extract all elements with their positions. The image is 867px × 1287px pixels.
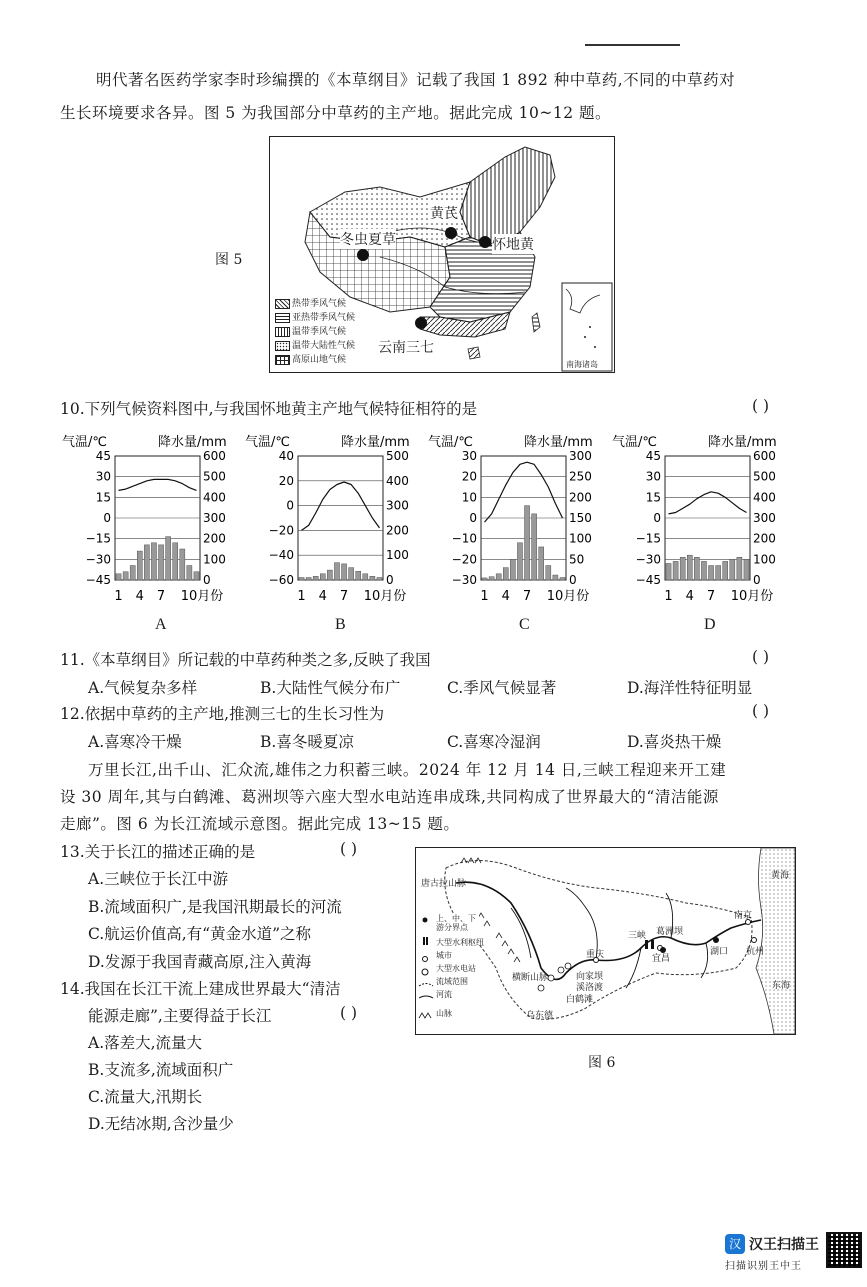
q12-option-b[interactable]: B.喜冬暖夏凉 [260, 733, 354, 751]
chart-a-precip-tick: 200 [203, 531, 226, 546]
legend-hydro-station: 大型水电站 [436, 964, 476, 973]
q11-option-c[interactable]: C.季风气候显著 [447, 679, 557, 697]
chart-c-letter: C [519, 616, 530, 633]
q12-option-c[interactable]: C.喜寒冷湿润 [447, 733, 541, 751]
chart-c-precip-bar [539, 547, 544, 580]
chart-d-precip-bar [737, 557, 742, 580]
label-east-sea: 东海 [772, 981, 791, 991]
chart-c-precip-tick: 150 [569, 511, 592, 525]
chart-a-letter: A [155, 616, 167, 633]
scanner-slogan: 扫描识别王中王 [725, 1261, 802, 1272]
chart-b-temp-tick: −20 [268, 523, 294, 538]
chart-b-precip-bar [299, 578, 304, 580]
chart-a-precip-bar [151, 543, 156, 580]
yangtze-basin-map [415, 847, 796, 1035]
chart-b-precip-bar [356, 571, 361, 580]
chart-a-temp-tick: 15 [95, 490, 111, 505]
point-hukou [713, 937, 719, 943]
chart-b-precip-bar [313, 576, 318, 580]
chart-a-month-label: 10月份 [180, 589, 224, 604]
q14-option-a[interactable]: A.落差大,流量大 [88, 1034, 203, 1052]
label-hangzhou: 杭州 [746, 947, 765, 957]
q13-option-a[interactable]: A.三峡位于长江中游 [88, 870, 229, 888]
chart-c-precip-bar [496, 574, 501, 580]
question-11: 11.《本草纲目》所记载的中草药种类之多,反映了我国 [60, 651, 431, 669]
chart-c-temp-tick: −10 [451, 531, 477, 546]
chart-b-temp-label: 气温/℃ [245, 435, 290, 450]
chart-a-temp-label: 气温/℃ [62, 435, 107, 450]
label-hukou: 湖口 [710, 947, 729, 957]
legend-hydro-hub: 大型水利枢纽 [436, 938, 484, 947]
q11-option-a[interactable]: A.气候复杂多样 [88, 679, 198, 697]
inset-label: 南海诸岛 [566, 360, 598, 369]
chart-c-precip-bar [517, 543, 522, 580]
figure-5-label: 图 5 [215, 252, 243, 268]
question-11-answer-blank[interactable]: ( ) [752, 648, 770, 666]
chart-d-precip-bar [666, 563, 671, 580]
label-tanggula: 唐古拉山脉 [421, 879, 467, 889]
chart-c-precip-tick: 300 [569, 449, 592, 463]
chart-a-precip-bar [180, 549, 185, 580]
chart-a-precip-tick: 0 [203, 573, 211, 587]
label-wudongde: 乌东德 [526, 1011, 554, 1021]
question-13: 13.关于长江的描述正确的是 [60, 843, 256, 861]
label-xiangjiaba: 向家坝 [576, 972, 604, 982]
chart-b-temp-tick: 20 [278, 473, 294, 488]
chart-a-precip-bar [144, 545, 149, 580]
q12-option-d[interactable]: D.喜炎热干燥 [627, 733, 722, 751]
chart-a-temp-line [119, 479, 197, 490]
label-baihetan: 白鹤滩 [566, 995, 594, 1005]
legend-subtropical: 亚热带季风气候 [275, 311, 355, 325]
chart-d-temp-tick: 0 [653, 511, 661, 525]
q13-option-b[interactable]: B.流域面积广,是我国汛期最长的河流 [88, 898, 342, 916]
chart-a-temp-tick: −45 [85, 573, 111, 587]
q13-option-d[interactable]: D.发源于我国青藏高原,注入黄海 [88, 953, 312, 971]
chart-a-precip-bar [173, 543, 178, 580]
question-13-answer-blank[interactable]: ( ) [340, 840, 358, 858]
south-sea-inset [562, 283, 612, 371]
legend-city: 城市 [436, 951, 452, 960]
chart-d-temp-tick: −15 [635, 531, 661, 546]
chart-c-precip-bar [510, 559, 515, 580]
chart-c-temp-tick: −20 [451, 552, 477, 567]
chart-d-month-tick: 4 [685, 589, 694, 604]
chart-a-month-tick: 1 [114, 589, 123, 604]
chart-a-precip-bar [123, 572, 128, 580]
chart-a-precip-bar [194, 572, 199, 580]
chart-a-precip-bar [130, 566, 135, 580]
station-baihetan [548, 975, 554, 981]
dihuang-dot [479, 236, 491, 248]
chart-c-precip-bar [489, 577, 494, 580]
q14-option-c[interactable]: C.流量大,汛期长 [88, 1088, 203, 1106]
chart-b-temp-tick: 40 [278, 449, 294, 463]
scanner-logo-icon: 汉 [725, 1234, 745, 1254]
legend-mountain: 山脉 [436, 1009, 452, 1018]
chart-b-precip-bar [363, 574, 368, 580]
legend-plateau: 高原山地气候 [275, 353, 355, 367]
climate-charts [50, 428, 810, 618]
huangqi-dot [445, 227, 457, 239]
chart-b-month-tick: 4 [318, 589, 327, 604]
map-legend [275, 297, 355, 367]
chart-d-temp-label: 气温/℃ [612, 435, 657, 450]
figure-6-label: 图 6 [588, 1055, 616, 1071]
chart-d-temp-tick: −30 [635, 552, 661, 567]
question-12-answer-blank[interactable]: ( ) [752, 702, 770, 720]
chart-b-precip-tick: 500 [386, 449, 409, 463]
chart-a-precip-tick: 400 [203, 490, 226, 505]
chart-d-letter: D [704, 616, 716, 633]
chart-d-precip-tick: 100 [753, 552, 776, 567]
cordyceps-dot [357, 249, 369, 261]
chart-d-precip-bar [723, 561, 728, 580]
chart-c-month-tick: 4 [501, 589, 510, 604]
dam-gezhouba [651, 940, 654, 949]
chart-b-frame [298, 456, 383, 580]
question-14-answer-blank[interactable]: ( ) [340, 1004, 358, 1022]
chart-d-precip-tick: 0 [753, 573, 761, 587]
chart-c-temp-tick: 30 [461, 449, 477, 463]
chart-c-precip-bar [553, 575, 558, 580]
chart-d-temp-tick: 30 [645, 469, 661, 484]
chart-d-precip-tick: 200 [753, 531, 776, 546]
city-hangzhou [752, 938, 757, 943]
chart-a-precip-tick: 500 [203, 469, 226, 484]
chart-a-precip-bar [116, 574, 121, 580]
chart-d-month-tick: 1 [664, 589, 673, 604]
legend-tropical: 热带季风气候 [275, 297, 355, 311]
q13-option-c[interactable]: C.航运价值高,有“黄金水道”之称 [88, 925, 312, 943]
legend-temperate-continental: 温带大陆性气候 [275, 339, 355, 353]
chart-d-precip-bar [730, 559, 735, 580]
legend-temperate-monsoon: 温带季风气候 [275, 325, 355, 339]
question-10: 10.下列气候资料图中,与我国怀地黄主产地气候特征相符的是 [60, 400, 478, 418]
station-wudongde [538, 985, 544, 991]
chart-d-temp-line [669, 492, 747, 514]
chart-c-precip-bar [546, 566, 551, 580]
china-climate-map [269, 136, 615, 373]
chart-d-month-tick: 7 [706, 589, 716, 604]
place-sanqi: 云南三七 [378, 337, 434, 357]
chart-a-temp-tick: 30 [95, 469, 111, 484]
place-cordyceps: 冬虫夏草 [340, 229, 396, 249]
chart-c-temp-label: 气温/℃ [428, 435, 473, 450]
question-12: 12.依据中草药的主产地,推测三七的生长习性为 [60, 705, 385, 723]
place-huangqi: 黄芪 [430, 203, 458, 223]
chart-d-precip-tick: 300 [753, 511, 776, 525]
chart-c-temp-tick: 20 [461, 469, 477, 484]
chart-b-temp-tick: −40 [268, 548, 294, 563]
intro-paragraph-2-line-1: 万里长江,出千山、汇众流,雄伟之力积蓄三峡。2024 年 12 月 14 日,三峡工程迎来开工建 [88, 761, 727, 779]
dam-three-gorges [645, 940, 648, 949]
scanner-watermark [725, 1234, 819, 1272]
q14-option-d[interactable]: D.无结冰期,含沙量少 [88, 1115, 234, 1133]
chart-c-month-tick: 7 [522, 589, 532, 604]
chart-b-precip-tick: 0 [386, 573, 394, 587]
label-nanjing: 南京 [734, 911, 753, 921]
legend-division-point: 上、中、下游分界点 [436, 914, 476, 932]
label-hengduan: 横断山脉 [512, 973, 549, 983]
chart-a-precip-tick: 100 [203, 552, 226, 567]
intro-paragraph-2-line-2: 设 30 周年,其与白鹤滩、葛洲坝等六座大型水电站连串成珠,共同构成了世界最大的“清洁能源 [60, 788, 719, 806]
chart-a-month-tick: 7 [156, 589, 166, 604]
chart-b-letter: B [335, 616, 346, 633]
chart-a-month-tick: 4 [135, 589, 144, 604]
chart-a-precip-tick: 600 [203, 449, 226, 463]
chart-a-temp-tick: 45 [95, 449, 111, 463]
chart-b-precip-tick: 400 [386, 473, 409, 488]
chart-a-temp-tick: −30 [85, 552, 111, 567]
chart-c-month-tick: 1 [480, 589, 489, 604]
q11-option-b[interactable]: B.大陆性气候分布广 [260, 679, 401, 697]
chart-b-precip-bar [306, 578, 311, 580]
question-10-answer-blank[interactable]: ( ) [752, 397, 770, 415]
fig6-legend [436, 914, 484, 1020]
chart-d-precip-bar [694, 557, 699, 580]
chart-a-precip-bar [137, 551, 142, 580]
question-14-line-1: 14.我国在长江干流上建成世界最大“清洁 [60, 980, 341, 998]
chart-d-precip-bar [680, 557, 685, 580]
chart-b-month-tick: 1 [297, 589, 306, 604]
chart-c-precip-tick: 0 [569, 573, 577, 587]
chart-d-precip-bar [687, 555, 692, 580]
chart-b-precip-bar [377, 578, 382, 580]
chart-c-precip-bar [532, 514, 537, 580]
place-dihuang: 怀地黄 [492, 234, 534, 254]
question-14-line-2: 能源走廊”,主要得益于长江 [88, 1007, 272, 1025]
label-gezhouba: 葛洲坝 [656, 927, 684, 937]
chart-b-precip-tick: 100 [386, 548, 409, 563]
chart-d-precip-label: 降水量/mm [708, 435, 777, 450]
legend-river: 河流 [436, 990, 452, 999]
q11-option-d[interactable]: D.海洋性特征明显 [627, 679, 753, 697]
chart-b-temp-tick: −60 [268, 573, 294, 587]
chart-b-precip-bar [334, 563, 339, 580]
chart-c-precip-bar [560, 578, 565, 580]
intro-paragraph-1-line-1: 明代著名医药学家李时珍编撰的《本草纲目》记载了我国 1 892 种中草药,不同的中草药对 [96, 71, 736, 89]
q14-option-b[interactable]: B.支流多,流域面积广 [88, 1061, 234, 1079]
chart-c-precip-tick: 200 [569, 490, 592, 505]
chart-c-temp-tick: −30 [451, 573, 477, 587]
scanner-brand: 汉王扫描王 [749, 1237, 819, 1253]
chart-b-temp-tick: 0 [286, 498, 294, 513]
chart-b-precip-tick: 300 [386, 498, 409, 513]
chart-a-temp-tick: 0 [103, 511, 111, 525]
chart-b-precip-label: 降水量/mm [341, 435, 410, 450]
label-xiluodu: 溪洛渡 [576, 983, 604, 993]
station-xiangjiaba [565, 963, 571, 969]
chart-d-precip-tick: 500 [753, 469, 776, 484]
chart-c-precip-bar [482, 578, 487, 580]
chart-c-temp-line [485, 462, 563, 522]
chart-c-precip-bar [525, 506, 530, 580]
label-yichang: 宜昌 [652, 954, 671, 964]
chart-c-precip-bar [503, 568, 508, 580]
chart-c-precip-tick: 100 [569, 531, 592, 546]
chart-a-precip-bar [166, 537, 171, 580]
label-yellow-sea: 黄海 [771, 871, 790, 881]
chart-d-precip-bar [744, 559, 749, 580]
chart-a-precip-bar [187, 566, 192, 580]
chart-b-precip-bar [349, 568, 354, 580]
intro-paragraph-2-line-3: 走廊”。图 6 为长江流域示意图。据此完成 13~15 题。 [60, 815, 460, 833]
chart-c-precip-tick: 50 [569, 552, 585, 567]
chart-c-precip-tick: 250 [569, 469, 592, 484]
chart-b-precip-tick: 200 [386, 523, 409, 538]
qr-code[interactable] [826, 1232, 862, 1268]
chart-b-precip-bar [327, 570, 332, 580]
chart-d-month-label: 10月份 [730, 589, 774, 604]
chart-d-precip-tick: 400 [753, 490, 776, 505]
chart-d-precip-bar [709, 566, 714, 580]
chart-b-precip-bar [320, 574, 325, 580]
q12-option-a[interactable]: A.喜寒冷干燥 [88, 733, 182, 751]
chart-a-precip-bar [159, 545, 164, 580]
chart-c-precip-label: 降水量/mm [524, 435, 593, 450]
top-rule [585, 44, 680, 46]
chart-d-precip-bar [673, 561, 678, 580]
chart-b-month-tick: 7 [339, 589, 349, 604]
chart-b-precip-bar [370, 576, 375, 580]
intro-paragraph-1-line-2: 生长环境要求各异。图 5 为我国部分中草药的主产地。据此完成 10~12 题。 [60, 104, 612, 122]
chart-b-temp-line [302, 482, 380, 530]
label-chongqing: 重庆 [586, 950, 605, 960]
label-three-gorges: 三峡 [628, 931, 647, 941]
chart-d-temp-tick: 15 [645, 490, 661, 505]
chart-d-temp-tick: −45 [635, 573, 661, 587]
station-xiluodu [558, 967, 564, 973]
chart-a-temp-tick: −15 [85, 531, 111, 546]
chart-b-precip-bar [342, 564, 347, 580]
sanqi-dot [415, 317, 427, 329]
chart-d-temp-tick: 45 [645, 449, 661, 463]
legend-basin: 流域范围 [436, 977, 468, 986]
chart-c-temp-tick: 10 [461, 490, 477, 505]
chart-c-temp-tick: 0 [469, 511, 477, 525]
chart-d-precip-bar [701, 561, 706, 580]
chart-a-precip-label: 降水量/mm [158, 435, 227, 450]
chart-d-precip-bar [716, 566, 721, 580]
chart-a-precip-tick: 300 [203, 511, 226, 525]
chart-c-month-label: 10月份 [546, 589, 590, 604]
chart-d-precip-tick: 600 [753, 449, 776, 463]
chart-b-month-label: 10月份 [363, 589, 407, 604]
